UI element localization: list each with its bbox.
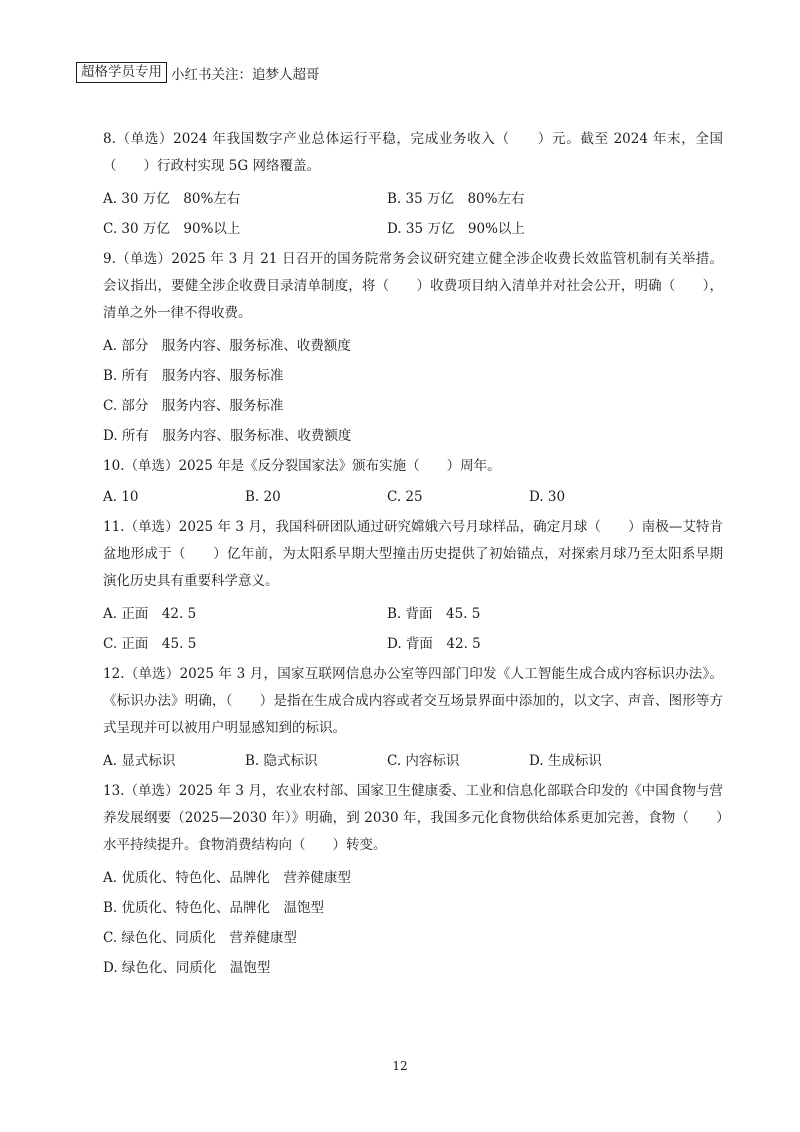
option-row xyxy=(103,214,723,244)
option-b[interactable]: B. 隐式标识 xyxy=(245,753,318,769)
page-header xyxy=(76,62,320,83)
header-note: 小红书关注：追梦人超哥 xyxy=(171,66,320,83)
header-badge: 超格学员专用 xyxy=(76,62,167,83)
option-b[interactable]: B. 35 万亿 80%左右 xyxy=(387,191,525,207)
option-a[interactable]: A. 10 xyxy=(103,489,139,505)
option-c[interactable]: C. 内容标识 xyxy=(387,753,460,769)
option-a[interactable]: A. 显式标识 xyxy=(103,753,176,769)
page-number: 12 xyxy=(392,1059,408,1073)
option-row xyxy=(103,599,723,629)
question-stem: 11.（单选）2025 年 3 月，我国科研团队通过研究嫦娥六号月球样品，确定月球（ ）南极—艾特肯盆地形成于（ ）亿年前，为太阳系早期大型撞击历史提供了初始锚点，对探索月球乃至太阳系早期演化历史具有重要科学意义。 xyxy=(103,519,723,589)
option-a[interactable]: A. 30 万亿 80%左右 xyxy=(103,191,241,207)
question-8 xyxy=(103,126,723,244)
option-c[interactable]: C. 绿色化、同质化 营养健康型 xyxy=(103,930,297,946)
question-stem: 13.（单选）2025 年 3 月，农业农村部、国家卫生健康委、工业和信息化部联合印发的《中国食物与营养发展纲要（2025—2030 年）》明确，到 2030 年，我国多元化食物供给体系更加完善，食物（ ）水平持续提升。食物消费结构向（ ）转变。 xyxy=(103,783,723,853)
option-d[interactable]: D. 35 万亿 90%以上 xyxy=(387,221,525,237)
question-11 xyxy=(103,514,723,659)
question-stem: 8.（单选）2024 年我国数字产业总体运行平稳，完成业务收入（ ）元。截至 2024 年末，全国（ ）行政村实现 5G 网络覆盖。 xyxy=(103,131,723,174)
option-row xyxy=(103,629,723,659)
option-row xyxy=(103,746,723,776)
option-d[interactable]: D. 所有 服务内容、服务标准、收费额度 xyxy=(103,428,352,444)
option-d[interactable]: D. 30 xyxy=(529,489,566,505)
question-10 xyxy=(103,453,723,512)
option-c[interactable]: C. 正面 45. 5 xyxy=(103,636,197,652)
question-13 xyxy=(103,778,723,983)
option-c[interactable]: C. 部分 服务内容、服务标准 xyxy=(103,398,284,414)
question-stem: 10.（单选）2025 年是《反分裂国家法》颁布实施（ ）周年。 xyxy=(103,458,501,474)
option-b[interactable]: B. 所有 服务内容、服务标准 xyxy=(103,368,284,384)
option-row xyxy=(103,184,723,214)
question-12 xyxy=(103,661,723,776)
option-d[interactable]: D. 绿色化、同质化 温饱型 xyxy=(103,960,271,976)
question-stem: 12.（单选）2025 年 3 月，国家互联网信息办公室等四部门印发《人工智能生成合成内容标识办法》。《标识办法》明确，（ ）是指在生成合成内容或者交互场景界面中添加的，以文字、声音、图形等方式呈现并可以被用户明显感知到的标识。 xyxy=(103,666,723,736)
option-d[interactable]: D. 生成标识 xyxy=(529,753,602,769)
option-c[interactable]: C. 25 xyxy=(387,489,423,505)
option-a[interactable]: A. 正面 42. 5 xyxy=(103,606,197,622)
option-b[interactable]: B. 20 xyxy=(245,489,281,505)
option-b[interactable]: B. 背面 45. 5 xyxy=(387,606,481,622)
option-a[interactable]: A. 优质化、特色化、品牌化 营养健康型 xyxy=(103,870,351,886)
option-c[interactable]: C. 30 万亿 90%以上 xyxy=(103,221,241,237)
option-a[interactable]: A. 部分 服务内容、服务标准、收费额度 xyxy=(103,338,351,354)
question-list xyxy=(103,126,723,983)
option-b[interactable]: B. 优质化、特色化、品牌化 温饱型 xyxy=(103,900,325,916)
option-d[interactable]: D. 背面 42. 5 xyxy=(387,636,481,652)
option-row xyxy=(103,482,723,512)
question-stem: 9.（单选）2025 年 3 月 21 日召开的国务院常务会议研究建立健全涉企收费长效监管机制有关举措。会议指出，要健全涉企收费目录清单制度，将（ ）收费项目纳入清单并对社会公开，明确（ ），清单之外一律不得收费。 xyxy=(103,251,723,321)
question-9 xyxy=(103,246,723,451)
